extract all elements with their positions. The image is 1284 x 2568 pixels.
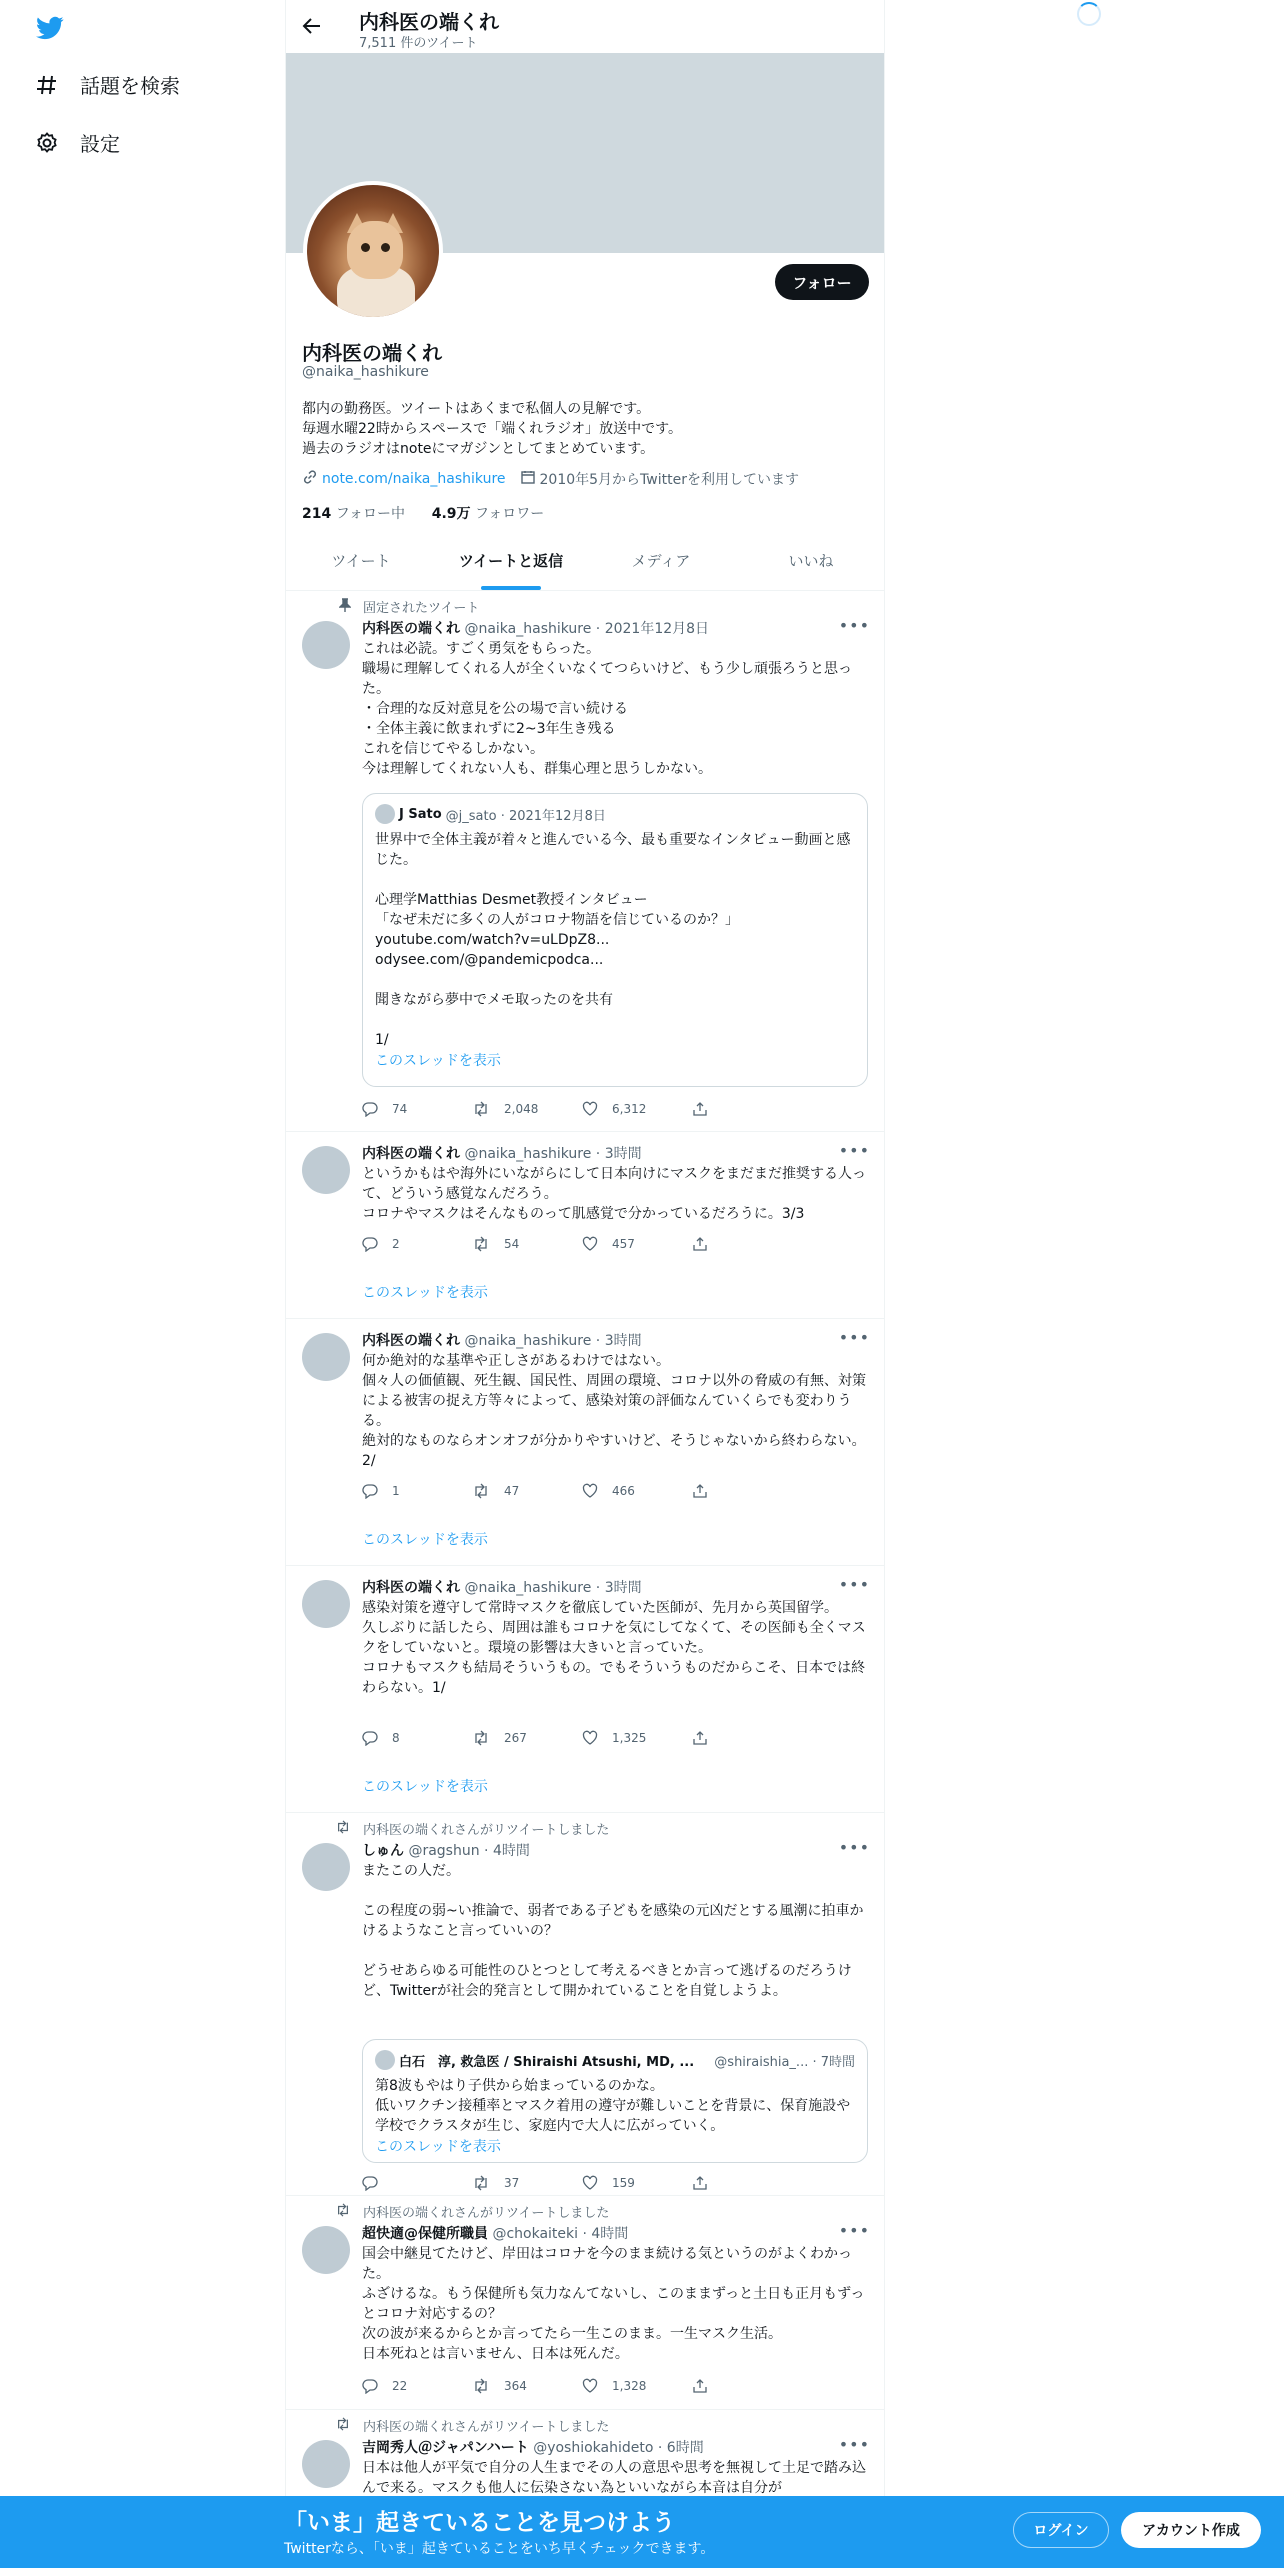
profile-bio: 都内の勤務医。ツイートはあくまで私個人の見解です。 毎週水曜22時からスペースで「端くれラジオ」放送中です。 過去のラジオはnoteにマガジンとしてまとめています。 [302,401,682,457]
login-button[interactable]: ログイン [1013,2512,1109,2548]
tweet-text: 国会中継見てたけど、岸田はコロナを今のまま続ける気というのがよくわかった。 ふざけるな。もう保健所も気力なんてないし、このままずっと土日も正月もずっとコロナ対応するの？ 次の波が来るからとか言ってたら一生このまま。一生マスク生活。 日本死ねとは言いません、日本は死んだ。 [362,2246,865,2362]
avatar[interactable] [302,1580,350,1628]
profile-joined: 2010年5月からTwitterを利用しています [539,472,799,488]
author-name[interactable]: 内科医の端くれ [362,1333,460,1349]
header-title: 内科医の端くれ [359,10,499,34]
nav-settings-label: 設定 [80,132,120,156]
reply-icon [362,1101,378,1117]
author-handle[interactable]: @naika_hashikure · 2021年12月8日 [464,621,710,637]
share-icon [692,1101,708,1117]
retweet-button[interactable]: 2,048 [472,1101,582,1117]
share-button[interactable] [692,1101,802,1117]
tab-media[interactable]: メディア [631,552,691,570]
followers-link[interactable]: 4.9万 フォロワー [431,506,545,522]
author-name[interactable]: 内科医の端くれ [362,1146,460,1162]
quote-header: J Sato @j_sato · 2021年12月8日 [375,804,606,824]
reply-icon [362,2378,378,2394]
loading-spinner-icon [1077,2,1101,26]
author-handle[interactable]: @naika_hashikure · 3時間 [464,1333,642,1349]
author-handle[interactable]: @naika_hashikure · 3時間 [464,1146,642,1162]
nav-explore[interactable] [34,70,180,99]
share-icon [692,1483,708,1499]
pin-icon [335,598,351,616]
main-column [285,0,885,2568]
tweet-text: またこの人だ。 この程度の弱~い推論で、弱者である子どもを感染の元凶だとする風潮に拍車かけるようなこと言っていいの？ どうせあらゆる可能性のひとつとして考えるべきとか言って逃げるのだろうけど、Twitterが社会的発言として開かれていることを自覚しようよ。 [362,1863,864,1999]
author-handle[interactable]: @ragshun · 4時間 [408,1843,530,1859]
nav-explore-label: 話題を検索 [80,74,180,98]
tweet-text: 何か絶対的な基準や正しさがあるわけではない。 個々人の価値観、死生観、国民性、周囲の環境、コロナ以外の脅威の有無、対策による被害の捉え方等々によって、感染対策の評価なんていくらでも変わりうる。 絶対的なものならオンオフが分かりやすいけど、そうじゃないから終わらない。2/ [362,1353,866,1469]
profile-info [286,253,884,523]
author-name[interactable]: 内科医の端くれ [362,1580,460,1596]
retweet-button[interactable]: 54 [472,1236,582,1252]
heart-icon [582,1483,598,1499]
signup-banner-subtitle: Twitterなら、「いま」起きていることをいち早くチェックできます。 [284,2541,715,2557]
tweet-header [362,1330,642,1350]
quote-text: 世界中で全体主義が着々と進んでいる今、最も重要なインタビュー動画と感じた。 心理学Matthias Desmet教授インタビュー 「なぜ未だに多くの人がコロナ物語を信じているのか？」 youtube.com/watch?v=uLDpZ8... odysee.com/@pandemicpodca... 聞きながら夢中でメモ取ったのを共有 1/ [375,832,851,1048]
profile-tabs [286,531,885,591]
tweet-actions [362,1730,802,1746]
signup-banner [0,2496,1284,2568]
tab-tweets-and-replies[interactable]: ツイートと返信 [436,531,586,590]
reply-button[interactable] [362,2175,472,2191]
profile-name: 内科医の端くれ [302,341,442,365]
author-handle[interactable]: @naika_hashikure · 3時間 [464,1580,642,1596]
tweet-actions [362,1236,802,1252]
heart-icon [582,1730,598,1746]
link-icon [302,469,318,489]
reply-icon [362,1483,378,1499]
retweet-icon [335,2417,351,2435]
more-icon[interactable]: ••• [838,2435,870,2454]
retweet-icon [472,1236,490,1252]
share-icon [692,1236,708,1252]
retweet-context: 内科医の端くれさんがリツイートしました [335,1819,609,1838]
retweet-button[interactable]: 37 [472,2175,582,2191]
twitter-logo-icon[interactable] [34,14,66,42]
retweet-icon [335,1820,351,1838]
profile-stats [302,503,544,523]
more-icon[interactable]: ••• [838,1838,870,1857]
reply-button[interactable]: 1 [362,1483,472,1499]
tweet-actions [362,1483,802,1499]
quote-header: 白石 淳, 救急医 / Shiraishi Atsushi, MD, ... @shiraishia_... · 7時間 [375,2050,855,2070]
tab-likes[interactable]: いいね [788,552,834,570]
share-button[interactable] [692,1236,802,1252]
tweet-count: 7,511 件のツイート [359,36,478,51]
retweet-icon [472,1101,490,1117]
like-button[interactable]: 6,312 [582,1101,692,1117]
more-icon[interactable]: ••• [838,2221,870,2240]
nav-settings[interactable] [34,128,120,157]
share-button[interactable] [692,1730,802,1746]
author-name[interactable]: 超快適@保健所職員 [362,2226,488,2242]
author-name[interactable]: 内科医の端くれ [362,621,460,637]
tweet-text: 感染対策を遵守して常時マスクを徹底していた医師が、先月から英国留学。 久しぶりに話したら、周囲は誰もコロナを気にしてなくて、その医師も全くマスクをしていないと。環境の影響は大きいと言っていた。 コロナもマスクも結局そういうもの。でもそういうものだからこそ、日本では終わらない。1/ [362,1600,866,1696]
tweet[interactable] [286,1132,885,1319]
tweet-text: というかもはや海外にいながらにして日本向けにマスクをまだまだ推奨する人って、どういう感覚なんだろう。 コロナやマスクはそんなものって肌感覚で分かっているだろうに。3/3 [362,1166,866,1222]
share-button[interactable] [692,2175,802,2191]
avatar[interactable] [302,2440,350,2488]
share-icon [692,2175,708,2191]
retweet-button[interactable]: 364 [472,2378,582,2394]
retweet-context: 内科医の端くれさんがリツイートしました [335,2416,609,2435]
more-icon[interactable]: ••• [838,616,870,635]
tweet-header [362,1840,530,1860]
calendar-icon [520,469,536,489]
back-arrow-icon[interactable] [300,14,324,38]
profile-link[interactable]: note.com/naika_hashikure [322,471,506,487]
share-button[interactable] [692,2378,802,2394]
reply-button[interactable]: 74 [362,1101,472,1117]
more-icon[interactable]: ••• [838,1328,870,1347]
tweet[interactable] [286,2196,885,2410]
avatar[interactable] [302,2226,350,2274]
tweet-header [362,1143,642,1163]
like-button[interactable]: 466 [582,1483,692,1499]
tweet[interactable] [286,1813,885,2196]
reply-icon [362,1236,378,1252]
pinned-label: 固定されたツイート [335,597,479,616]
reply-icon [362,2175,378,2191]
like-button[interactable]: 1,328 [582,2378,692,2394]
tweet-text: 日本は他人が平気で自分の人生までその人の意思や思考を無視して土足で踏み込んで来る。マスクも他人に伝染さない為といいながら本音は自分が [362,2460,866,2496]
more-icon[interactable]: ••• [838,1141,870,1160]
avatar [375,804,395,824]
quoted-tweet[interactable] [362,793,868,1087]
signup-button[interactable]: アカウント作成 [1121,2512,1261,2548]
tweet-header [362,2223,628,2243]
share-button[interactable] [692,1483,802,1499]
more-icon[interactable]: ••• [838,1575,870,1594]
following-link[interactable]: 214 フォロー中 [302,506,405,522]
quoted-tweet[interactable] [362,2039,868,2163]
avatar[interactable] [302,1333,350,1381]
tweet[interactable] [286,591,885,1132]
profile-handle: @naika_hashikure [302,364,429,380]
author-name[interactable]: しゅん [362,1843,404,1859]
heart-icon [582,2175,598,2191]
retweet-icon [335,2203,351,2221]
tweet[interactable] [286,1566,885,1813]
heart-icon [582,1236,598,1252]
show-thread-link[interactable]: このスレッドを表示 [375,2139,501,2155]
retweet-button[interactable]: 47 [472,1483,582,1499]
tweet-actions [362,2175,802,2191]
retweet-context: 内科医の端くれさんがリツイートしました [335,2202,609,2221]
quote-text: 第8波もやはり子供から始まっているのかな。 低いワクチン接種率とマスク着用の遵守が難しいことを背景に、保育施設や学校でクラスタが生じ、家庭内で大人に広がっていく。 [375,2078,851,2134]
retweet-icon [472,2378,490,2394]
retweet-icon [472,1483,490,1499]
share-icon [692,2378,708,2394]
avatar [375,2050,395,2070]
like-button[interactable]: 159 [582,2175,692,2191]
heart-icon [582,1101,598,1117]
reply-button[interactable]: 2 [362,1236,472,1252]
signup-banner-title: 「いま」起きていることを見つけよう [284,2510,675,2536]
heart-icon [582,2378,598,2394]
like-button[interactable]: 457 [582,1236,692,1252]
retweet-icon [472,2175,490,2191]
tab-tweets[interactable]: ツイート [331,552,391,570]
avatar[interactable] [302,621,350,669]
tweet-actions [362,1101,802,1117]
timeline [286,591,885,2530]
tweet[interactable] [286,1319,885,1566]
reply-icon [362,1730,378,1746]
tweet-actions [362,2378,802,2394]
share-icon [692,1730,708,1746]
avatar[interactable] [302,1146,350,1194]
show-thread-link[interactable]: このスレッドを表示 [375,1053,501,1069]
reply-button[interactable]: 8 [362,1730,472,1746]
show-thread-link[interactable]: このスレッドを表示 [362,1532,488,1548]
like-button[interactable]: 1,325 [582,1730,692,1746]
gear-icon [34,130,60,156]
avatar[interactable] [302,1843,350,1891]
hashtag-icon [34,72,60,98]
tweet-text: これは必読。すごく勇気をもらった。 職場に理解してくれる人が全くいなくてつらいけど、もう少し頑張ろうと思った。 ・合理的な反対意見を公の場で言い続ける ・全体主義に飲まれずに2~3年生き残る これを信じてやるしかない。 今は理解してくれない人も、群集心理と思うしかない。 [362,641,852,777]
show-thread-link[interactable]: このスレッドを表示 [362,1779,488,1795]
author-handle[interactable]: @yoshiokahideto · 6時間 [533,2440,704,2456]
tweet-header [362,618,709,638]
profile-header [286,0,884,53]
author-name[interactable]: 吉岡秀人＠ジャパンハート [362,2440,529,2456]
tweet-header [362,2437,704,2457]
profile-meta [302,469,799,489]
tweet-header [362,1577,642,1597]
show-thread-link[interactable]: このスレッドを表示 [362,1285,488,1301]
retweet-icon [472,1730,490,1746]
reply-button[interactable]: 22 [362,2378,472,2394]
follow-button[interactable]: フォロー [775,264,869,300]
retweet-button[interactable]: 267 [472,1730,582,1746]
author-handle[interactable]: @chokaiteki · 4時間 [492,2226,629,2242]
